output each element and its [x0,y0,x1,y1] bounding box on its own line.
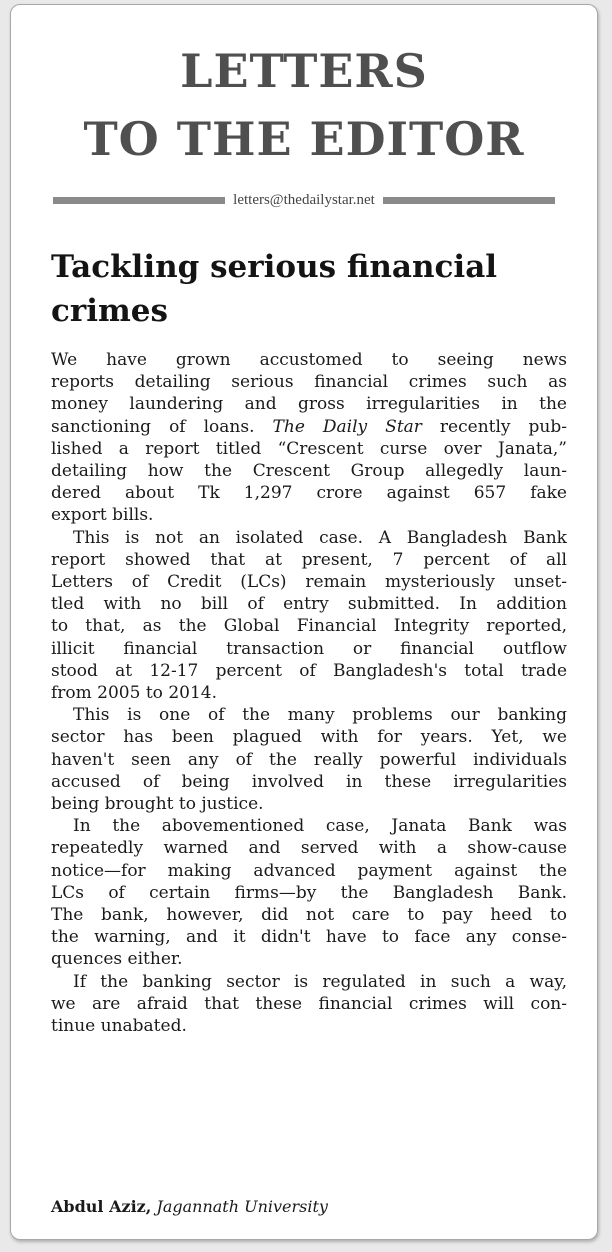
body-line: tled with no bill of entry submitted. In addition [51,594,567,615]
text-segment: sanctioning of loans. [51,416,273,437]
body-line: This is one of the many problems our banking [73,705,567,726]
body-line: lished a report titled “Crescent curse over Janata,” [51,438,567,459]
section-title-line-2: TO THE EDITOR [83,112,525,166]
body-line: Letters of Credit (LCs) remain mysteriously unset- [51,572,567,593]
email-address[interactable]: letters@thedailystar.net [233,191,375,208]
email-rule [53,189,555,211]
letter-paragraph [51,704,567,815]
letter-paragraph [51,527,567,705]
letter-paragraph [51,815,567,970]
body-line: we are afraid that these financial crimes will con- [51,993,567,1014]
body-line: LCs of certain firms—by the Bangladesh Bank. [51,882,567,903]
body-line: notice—for making advanced payment against the [51,860,567,881]
body-line: illicit financial transaction or financial outflow [51,638,567,659]
body-line: money laundering and gross irregularities in the [51,394,567,415]
letter-headline [51,245,567,333]
letter-signature [51,1196,328,1218]
body-line: quences either. [51,949,183,970]
body-line [51,416,567,438]
body-line: This is not an isolated case. A Bangladesh Bank [73,527,567,548]
body-line: export bills. [51,505,154,526]
letter-paragraph [51,349,567,527]
text-segment: recently pub- [421,416,567,437]
body-line: report showed that at present, 7 percent of all [51,549,567,570]
body-line: dered about Tk 1,297 crore against 657 fake [51,483,567,504]
author-affiliation: Jagannath University [156,1197,328,1216]
rule-left [53,197,225,204]
body-line: If the banking sector is regulated in such a way, [73,971,567,992]
body-line: haven't seen any of the really powerful individuals [51,749,567,770]
body-line: sector has been plagued with for years. Yet, we [51,727,567,748]
body-line: from 2005 to 2014. [51,683,217,704]
body-line: tinue unabated. [51,1016,187,1037]
body-line: the warning, and it didn't have to face any conse- [51,927,567,948]
headline-line: Tackling serious financial [51,249,498,285]
section-title-line-1: LETTERS [180,44,428,98]
headline-line: crimes [51,293,168,329]
letters-page [10,4,598,1240]
letter-paragraph [51,971,567,1038]
body-line: stood at 12-17 percent of Bangladesh's total trade [51,660,567,681]
author-name: Abdul Aziz, [51,1197,152,1216]
body-line: reports detailing serious financial crimes such as [51,372,567,393]
body-line: being brought to justice. [51,794,264,815]
letter-body [51,349,567,1037]
body-line: to that, as the Global Financial Integrity reported, [51,616,567,637]
body-line: repeatedly warned and served with a show-cause [51,838,567,859]
publication-name: The Daily Star [272,416,422,437]
body-line: We have grown accustomed to seeing news [51,350,567,370]
body-line: accused of being involved in these irregularities [51,771,567,792]
body-line: detailing how the Crescent Group allegedly laun- [51,461,567,482]
body-line: In the abovementioned case, Janata Bank was [73,816,567,837]
rule-right [383,197,555,204]
body-line: The bank, however, did not care to pay heed to [51,905,567,926]
